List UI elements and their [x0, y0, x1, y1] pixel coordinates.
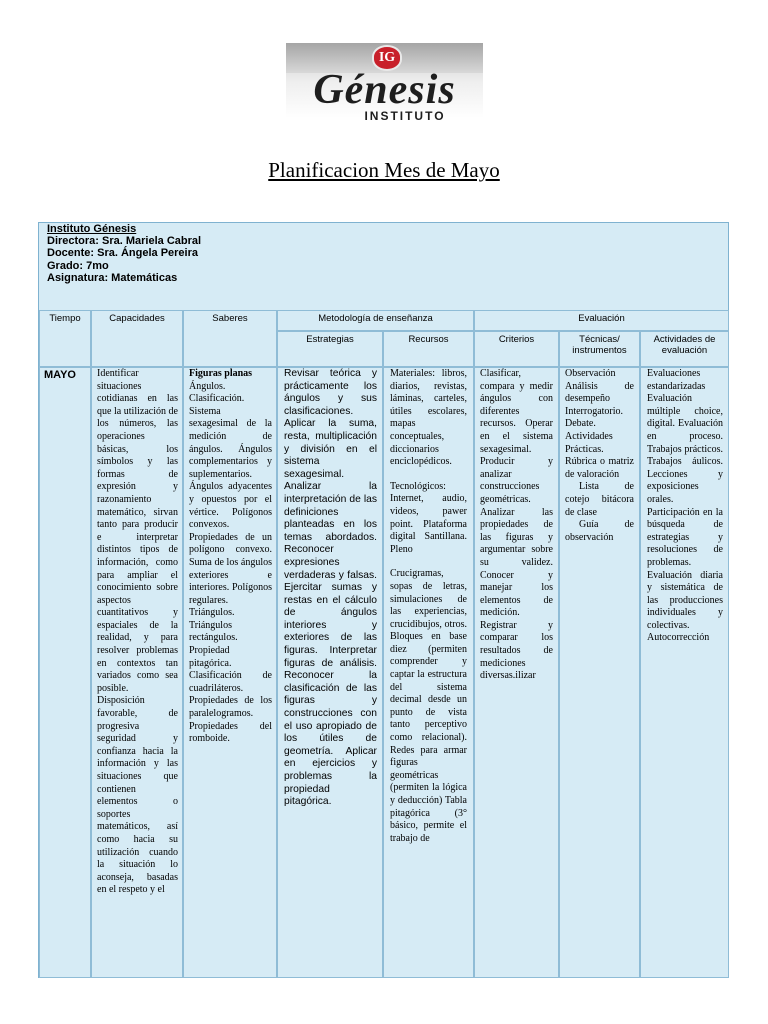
- saberes-title: Figuras planas: [189, 368, 253, 379]
- recursos-otros: Crucigramas, sopas de letras, simulaciones de las experiencias, crucidibujos, otros. Bloques en base diez (permiten comprender y captar la estructura del sistema decimal desde un punto de vista tanto perceptivo como relacional). Redes para armar figuras geométricas (permiten la lógica y deducción) Tabla pitagórica (3° básico, permite el trabajo de: [390, 568, 467, 844]
- cell-estrategias: [277, 367, 383, 978]
- header-actividades: Actividades de evaluación: [640, 331, 729, 367]
- tecnicas-text-2: Lista de cotejo bitácora de clase: [565, 481, 634, 518]
- grade-line: Grado: 7mo: [47, 259, 109, 272]
- header-saberes: Saberes: [183, 310, 277, 367]
- header-metodologia: Metodología de enseñanza: [277, 310, 474, 331]
- header-criterios: Criterios: [474, 331, 559, 367]
- header-tiempo: Tiempo: [39, 310, 91, 367]
- institute-name: Instituto Génesis: [47, 223, 137, 235]
- recursos-materiales: Materiales: libros, diarios, revistas, láminas, carteles, útiles escolares, mapas conceptuales, diccionarios enciclopédicos.: [390, 368, 467, 468]
- teacher-line: Docente: Sra. Ángela Pereira: [47, 247, 199, 260]
- recursos-tecnologicos: Tecnológicos: Internet, audio, videos, pawer point. Plataforma digital Santillana. Pleno: [390, 480, 467, 555]
- page-title: Planificacion Mes de Mayo: [268, 158, 500, 182]
- header-capacidades: Capacidades: [91, 310, 183, 367]
- cell-tiempo: MAYO: [39, 367, 91, 978]
- info-block: [47, 223, 717, 284]
- director-line: Directora: Sra. Mariela Cabral: [47, 235, 202, 248]
- header-estrategias: Estrategias: [277, 331, 383, 367]
- cell-criterios: [474, 367, 559, 978]
- logo-name: Génesis: [313, 67, 456, 113]
- subject-line: Asignatura: Matemáticas: [47, 271, 178, 284]
- cell-tecnicas: [559, 367, 640, 978]
- capacidades-text: Identificar situaciones cotidianas en las que la utilización de los números, las operaciones básicas, los símbolos y las formas de expresión y razonamiento matemático, sirvan tanto para producir e interpretar distintos tipos de información, como para ampliar el conocimiento sobre aspectos cuantitativos y espaciales de la realidad, y para resolver problemas en contextos tan variados como sea posible. Disposición favorable, de progresiva seguridad y confianza hacia la información y las situaciones que contienen elementos o soportes matemáticos, así como hacia su utilización cuando la situación lo aconseja, basadas en el respeto y el: [97, 368, 178, 896]
- cell-actividades: [640, 367, 729, 978]
- header-tecnicas: Técnicas/ instrumentos: [559, 331, 640, 367]
- tecnicas-text-1: Observación Análisis de desempeño Interrogatorio. Debate. Actividades Prácticas. Rúbrica o matriz de valoración: [565, 368, 634, 480]
- cell-capacidades: [91, 367, 183, 978]
- planning-table: [38, 222, 729, 978]
- estrategias-text: Revisar teórica y prácticamente los ángulos y sus clasificaciones. Aplicar la suma, resta, multiplicación y división en el sistema sexagesimal. Analizar la interpretación de las definiciones planteadas en los temas abordados. Reconocer expresiones verdaderas y falsas. Ejercitar sumas y restas en el cálculo de ángulos interiores y exteriores de las figuras. Interpretar figuras de análisis. Reconocer la clasificación de las figuras y construcciones con el uso apropiado de los útiles de geometría. Aplicar en ejercicios y problemas la propiedad pitagórica.: [284, 368, 377, 808]
- header-evaluacion: Evaluación: [474, 310, 729, 331]
- logo-word: INSTITUTO: [364, 109, 446, 123]
- actividades-text: Evaluaciones estandarizadas Evaluación múltiple choice, digital. Evaluación en proceso. Trabajos prácticos. Trabajos áulicos. Lecciones y exposiciones orales. Participación en la búsqueda de estrategias y resoluciones de problemas. Evaluación diaria y sistemática de las producciones individuales y colectivas. Autocorrección: [647, 368, 723, 644]
- cell-recursos: [383, 367, 474, 978]
- criterios-text: Clasificar, compara y medir ángulos con diferentes recursos. Operar en el sistema sexagesimal. Producir y analizar construcciones geométricas. Analizar las propiedades de las figuras y argumentar sobre su validez. Conocer y manejar los elementos de medición. Registrar y comparar los resultados de mediciones diversas.ilizar: [480, 368, 553, 682]
- logo-badge: IG: [372, 45, 402, 71]
- tecnicas-text-3: Guía de observación: [565, 519, 634, 543]
- saberes-text: Ángulos. Clasificación. Sistema sexagesimal de la medición de ángulos. Ángulos complementarios y suplementarios. Ángulos adyacentes y opuestos por el vértice. Polígonos convexos. Propiedades de un polígono convexo. Suma de los ángulos exteriores e interiores. Polígonos regulares. Triángulos. Triángulos rectángulos. Propiedad pitagórica. Clasificación de cuadriláteros. Propiedades de los paralelogramos. Propiedades del romboide.: [189, 380, 272, 745]
- cell-saberes: [183, 367, 277, 978]
- institute-logo: [286, 43, 483, 129]
- header-recursos: Recursos: [383, 331, 474, 367]
